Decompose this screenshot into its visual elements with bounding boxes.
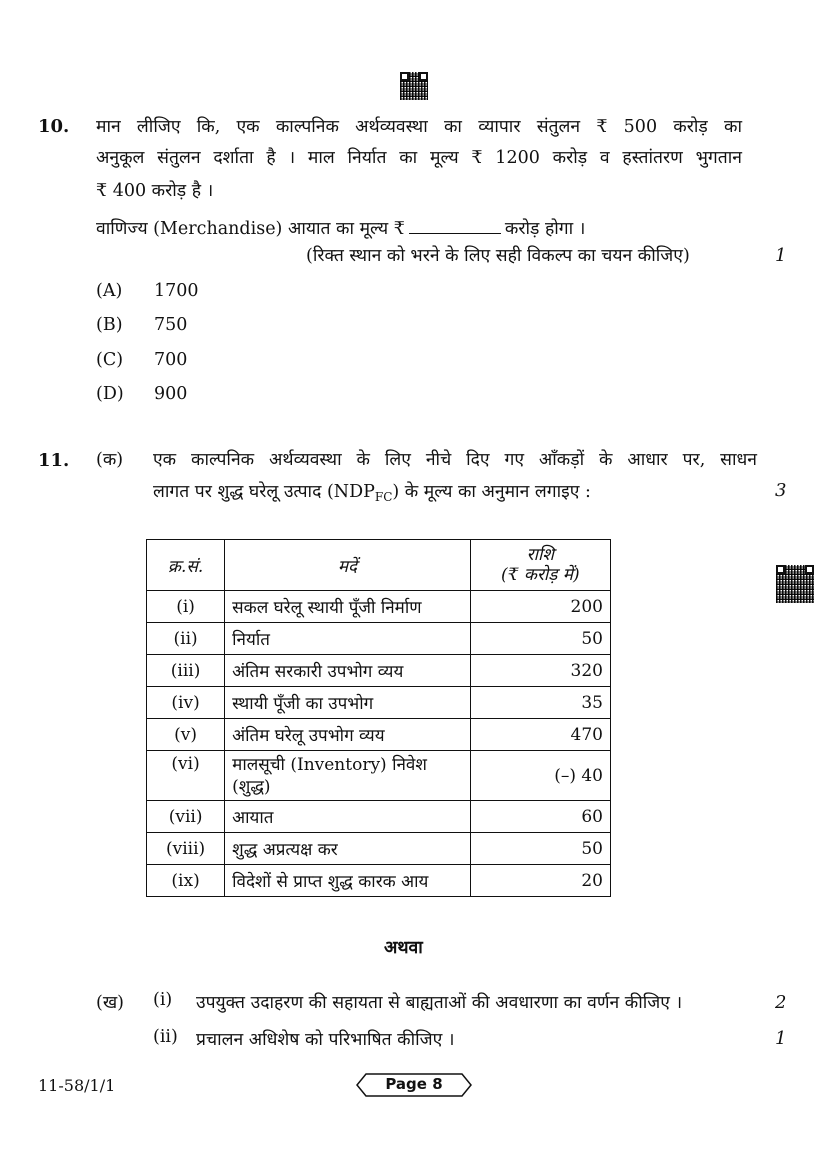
- row-item: सकल घरेलू स्थायी पूँजी निर्माण: [225, 591, 471, 623]
- header-amount-unit: (₹ करोड़ में): [501, 565, 580, 585]
- table-row: [147, 623, 611, 655]
- table-row: [147, 591, 611, 623]
- q11-part-b-ii-label: (ii): [153, 1027, 178, 1047]
- row-item: आयात: [225, 801, 471, 833]
- or-separator: अथवा: [384, 938, 423, 958]
- row-item: निर्यात: [225, 623, 471, 655]
- q10-line-3: ₹ 400 करोड़ है ।: [96, 181, 214, 201]
- row-item-line-1: मालसूची (Inventory) निवेश: [232, 754, 427, 775]
- q10-blank: [409, 219, 501, 234]
- q11-number: 11.: [38, 450, 70, 471]
- row-serial: (vi): [147, 751, 225, 801]
- row-amount: 20: [470, 865, 610, 897]
- row-item: अंतिम सरकारी उपभोग व्यय: [225, 655, 471, 687]
- row-serial: (viii): [147, 833, 225, 865]
- table-row: [147, 687, 611, 719]
- q11-line2-post: ) के मूल्य का अनुमान लगाइए :: [392, 482, 591, 502]
- q10-blank-sentence: [96, 216, 585, 240]
- header-items: मदें: [225, 540, 471, 591]
- header-amount: [470, 540, 610, 591]
- qr-code-top: [400, 72, 428, 100]
- row-amount: 470: [470, 719, 610, 751]
- table-row: [147, 719, 611, 751]
- q10-instruction: (रिक्त स्थान को भरने के लिए सही विकल्प का चयन कीजिए): [306, 246, 690, 266]
- q10-option-b: [96, 315, 187, 335]
- table-row: [147, 865, 611, 897]
- row-serial: (ix): [147, 865, 225, 897]
- row-serial: (iv): [147, 687, 225, 719]
- option-label: (B): [96, 315, 123, 335]
- q10-line-2: अनुकूल संतुलन दर्शाता है । माल निर्यात का मूल्य ₹ 1200 करोड़ व हस्तांतरण भुगतान: [96, 148, 742, 168]
- q10-line-1: मान लीजिए कि, एक काल्पनिक अर्थव्यवस्था का व्यापार संतुलन ₹ 500 करोड़ का: [96, 117, 742, 137]
- row-amount: 35: [470, 687, 610, 719]
- row-amount: 320: [470, 655, 610, 687]
- q11-part-b-i-label: (i): [153, 990, 173, 1010]
- q11-part-b-i-text: उपयुक्त उदाहरण की सहायता से बाह्यताओं की अवधारणा का वर्णन कीजिए ।: [196, 993, 683, 1013]
- row-amount: 50: [470, 623, 610, 655]
- q11-part-b-label: (ख): [96, 993, 124, 1013]
- q11-part-b-i-marks: 2: [775, 992, 787, 1013]
- paper-code: 11-58/1/1: [38, 1076, 116, 1095]
- q10-option-d: [96, 384, 187, 404]
- ndp-data-table: [146, 539, 611, 897]
- option-label: (D): [96, 384, 124, 404]
- row-serial: (vii): [147, 801, 225, 833]
- row-serial: (iii): [147, 655, 225, 687]
- row-item: विदेशों से प्राप्त शुद्ध कारक आय: [225, 865, 471, 897]
- option-label: (C): [96, 350, 124, 370]
- table-row: [147, 833, 611, 865]
- q11-part-a-label: (क): [96, 450, 124, 470]
- table-row: [147, 751, 611, 801]
- q11-part-a-marks: 3: [775, 480, 787, 501]
- option-value: 1700: [154, 281, 199, 301]
- q10-option-a: [96, 281, 199, 301]
- row-amount: 200: [470, 591, 610, 623]
- q11-part-b-ii-text: प्रचालन अधिशेष को परिभाषित कीजिए ।: [196, 1030, 455, 1050]
- qr-code-side: [776, 565, 814, 603]
- row-item: अंतिम घरेलू उपभोग व्यय: [225, 719, 471, 751]
- q11-part-a-line-2: [153, 479, 591, 504]
- row-item-line-2: (शुद्ध): [232, 776, 271, 797]
- row-amount: 50: [470, 833, 610, 865]
- header-amount-title: राशि: [526, 545, 554, 565]
- q11-line2-pre: लागत पर शुद्ध घरेलू उत्पाद (NDP: [153, 482, 375, 502]
- page-number-badge: [356, 1073, 472, 1097]
- q10-marks: 1: [775, 245, 787, 266]
- row-item: स्थायी पूँजी का उपभोग: [225, 687, 471, 719]
- q11-line2-subscript: FC: [374, 490, 393, 504]
- option-value: 750: [154, 315, 188, 335]
- row-item: [225, 751, 471, 801]
- option-label: (A): [96, 281, 123, 301]
- row-amount: (–) 40: [470, 751, 610, 801]
- row-item: शुद्ध अप्रत्यक्ष कर: [225, 833, 471, 865]
- page-number: Page 8: [385, 1075, 443, 1093]
- option-value: 700: [154, 350, 188, 370]
- q11-part-a-line-1: एक काल्पनिक अर्थव्यवस्था के लिए नीचे दिए गए आँकड़ों के आधार पर, साधन: [153, 450, 757, 470]
- table-row: [147, 655, 611, 687]
- table-row: [147, 801, 611, 833]
- q10-number: 10.: [38, 116, 70, 137]
- row-serial: (v): [147, 719, 225, 751]
- row-serial: (i): [147, 591, 225, 623]
- row-amount: 60: [470, 801, 610, 833]
- table-header-row: [147, 540, 611, 591]
- q10-blank-prefix: वाणिज्य (Merchandise) आयात का मूल्य ₹: [96, 219, 405, 239]
- row-serial: (ii): [147, 623, 225, 655]
- header-serial: क्र.सं.: [147, 540, 225, 591]
- q10-blank-suffix: करोड़ होगा ।: [504, 219, 586, 239]
- option-value: 900: [154, 384, 188, 404]
- q11-part-b-ii-marks: 1: [775, 1028, 787, 1049]
- q10-option-c: [96, 350, 187, 370]
